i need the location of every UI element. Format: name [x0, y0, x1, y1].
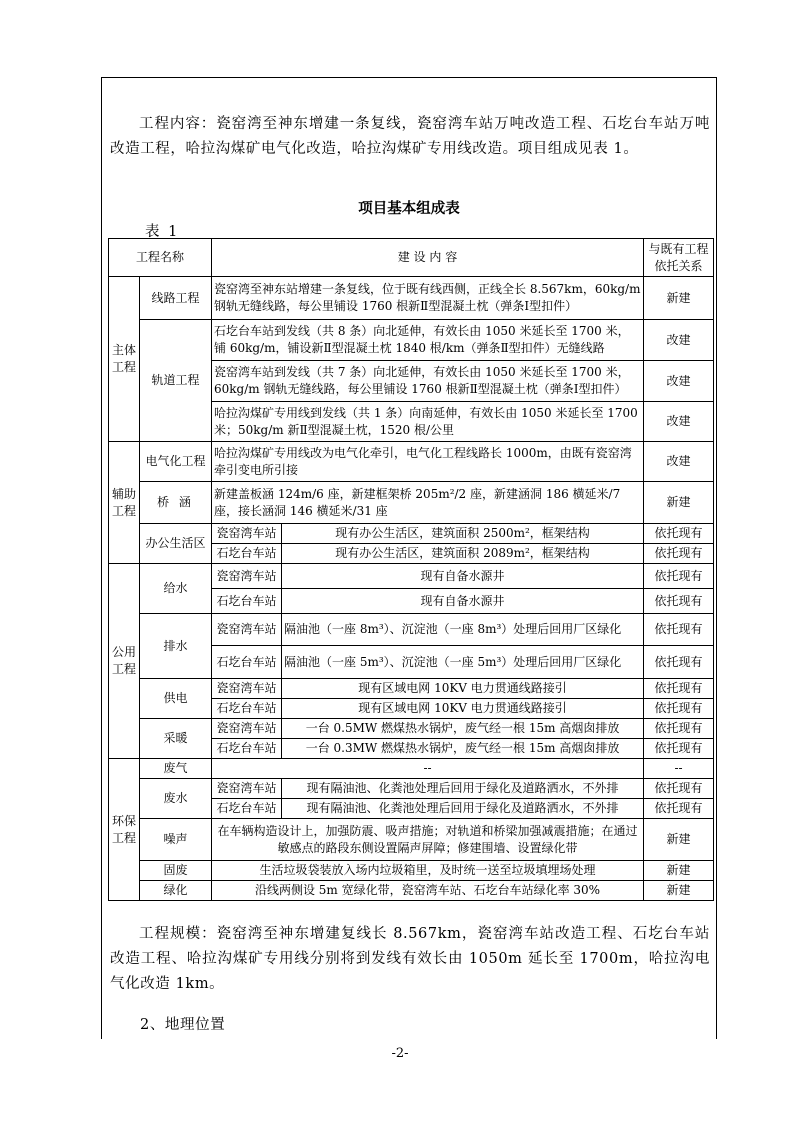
- row-content: 现有办公生活区，建筑面积 2089m²，框架结构: [282, 544, 644, 564]
- row-relation: 依托现有: [644, 614, 714, 646]
- row-relation: 依托现有: [644, 779, 714, 799]
- group-public: 公用工程: [109, 564, 140, 759]
- table-row: [109, 719, 714, 739]
- table-row: [109, 442, 714, 482]
- group-aux: 辅助工程: [109, 442, 140, 564]
- row-name: 固废: [140, 861, 212, 881]
- row-relation: 新建: [644, 482, 714, 524]
- table-row: [109, 564, 714, 589]
- table-number: 表 1: [145, 224, 180, 240]
- row-relation: --: [644, 759, 714, 779]
- row-station: 石圪台车站: [212, 799, 282, 819]
- row-name: 办公生活区: [140, 524, 212, 564]
- row-relation: 新建: [644, 819, 714, 861]
- group-main: 主体工程: [109, 277, 140, 442]
- row-name: 绿化: [140, 881, 212, 901]
- header-relation: 与既有工程依托关系: [644, 239, 714, 277]
- table-row: [109, 524, 714, 544]
- row-content: 瓷窑湾至神东站增建一条复线，位于既有线西侧，正线全长 8.567km，60kg/m 钢轨无缝线路，每公里铺设 1760 根新Ⅱ型混凝土枕（弹条Ⅰ型扣件）: [212, 277, 644, 320]
- row-content: 一台 0.3MW 燃煤热水锅炉，废气经一根 15m 高烟囱排放: [282, 739, 644, 759]
- row-content: 新建盖板涵 124m/6 座，新建框架桥 205m²/2 座，新建涵洞 186 横延米/7 座，接长涵洞 146 横延米/31 座: [212, 482, 644, 524]
- header-content: 建 设 内 容: [212, 239, 644, 277]
- row-name: 线路工程: [140, 277, 212, 320]
- row-relation: 改建: [644, 361, 714, 402]
- composition-table: [108, 238, 714, 901]
- row-content: 现有办公生活区，建筑面积 2500m²，框架结构: [282, 524, 644, 544]
- row-content: 在车辆构造设计上，加强防震、吸声措施；对轨道和桥梁加强减震措施；在通过敏感点的路段东侧设置隔声屏障；修建围墙、设置绿化带: [212, 819, 644, 861]
- row-name: 给水: [140, 564, 212, 614]
- row-relation: 改建: [644, 442, 714, 482]
- header-name: 工程名称: [109, 239, 212, 277]
- row-name: 轨道工程: [140, 320, 212, 442]
- row-content: 现有隔油池、化粪池处理后回用于绿化及道路洒水，不外排: [282, 799, 644, 819]
- table-title: 项目基本组成表: [358, 201, 460, 217]
- table-row: [109, 320, 714, 361]
- row-station: 石圪台车站: [212, 589, 282, 614]
- row-content: 隔油池（一座 8m³）、沉淀池（一座 8m³）处理后回用厂区绿化: [282, 614, 644, 646]
- row-station: 瓷窑湾车站: [212, 679, 282, 699]
- row-relation: 改建: [644, 402, 714, 442]
- row-station: 瓷窑湾车站: [212, 614, 282, 646]
- row-content: 沿线两侧设 5m 宽绿化带，瓷窑湾车站、石圪台车站绿化率 30%: [212, 881, 644, 901]
- group-env: 环保工程: [109, 759, 140, 901]
- table-row: [109, 881, 714, 901]
- row-name: 废气: [140, 759, 212, 779]
- row-content: --: [212, 759, 644, 779]
- row-relation: 依托现有: [644, 564, 714, 589]
- row-station: 石圪台车站: [212, 699, 282, 719]
- table-row: [109, 679, 714, 699]
- table-header-row: [109, 239, 714, 277]
- row-relation: 依托现有: [644, 699, 714, 719]
- row-content: 瓷窑湾车站到发线（共 7 条）向北延伸，有效长由 1050 米延长至 1700 米，60kg/m 钢轨无缝线路，每公里铺设 1760 根新Ⅱ型混凝土枕（弹条Ⅰ型扣件）: [212, 361, 644, 402]
- row-content: 哈拉沟煤矿专用线到发线（共 1 条）向南延伸，有效长由 1050 米延长至 1700 米；50kg/m 新Ⅱ型混凝土枕，1520 根/公里: [212, 402, 644, 442]
- section-heading: 2、地理位置: [140, 1017, 226, 1033]
- row-name: 电气化工程: [140, 442, 212, 482]
- table-row: [109, 277, 714, 320]
- row-content: 现有自备水源井: [282, 589, 644, 614]
- row-content: 生活垃圾袋装放入场内垃圾箱里，及时统一送至垃圾填埋场处理: [212, 861, 644, 881]
- row-name: 桥 涵: [140, 482, 212, 524]
- row-relation: 新建: [644, 881, 714, 901]
- row-content: 现有区域电网 10KV 电力贯通线路接引: [282, 699, 644, 719]
- row-relation: 新建: [644, 861, 714, 881]
- row-station: 瓷窑湾车站: [212, 719, 282, 739]
- row-content: 石圪台车站到发线（共 8 条）向北延伸，有效长由 1050 米延长至 1700 米，铺 60kg/m，铺设新Ⅱ型混凝土枕 1840 根/km（弹条Ⅱ型扣件）无缝线路: [212, 320, 644, 361]
- row-content: 现有区域电网 10KV 电力贯通线路接引: [282, 679, 644, 699]
- row-content: 现有隔油池、化粪池处理后回用于绿化及道路洒水，不外排: [282, 779, 644, 799]
- row-relation: 依托现有: [644, 544, 714, 564]
- table-row: [109, 614, 714, 646]
- row-relation: 依托现有: [644, 679, 714, 699]
- row-content: 哈拉沟煤矿专用线改为电气化牵引，电气化工程线路长 1000m，由既有瓷窑湾牵引变电所引接: [212, 442, 644, 482]
- table-row: [109, 861, 714, 881]
- row-relation: 依托现有: [644, 524, 714, 544]
- table-row: [109, 759, 714, 779]
- table-row: [109, 819, 714, 861]
- row-relation: 依托现有: [644, 589, 714, 614]
- row-relation: 新建: [644, 277, 714, 320]
- row-name: 排水: [140, 614, 212, 679]
- scale-paragraph: 工程规模：瓷窑湾至神东增建复线长 8.567km，瓷窑湾车站改造工程、石圪台车站改造工程、哈拉沟煤矿专用线分别将到发线有效长由 1050m 延长至 1700m，哈拉沟电气化改造 1km。: [110, 926, 710, 992]
- row-relation: 依托现有: [644, 739, 714, 759]
- row-station: 瓷窑湾车站: [212, 564, 282, 589]
- row-content: 现有自备水源井: [282, 564, 644, 589]
- intro-paragraph: 工程内容：瓷窑湾至神东增建一条复线，瓷窑湾车站万吨改造工程、石圪台车站万吨改造工程，哈拉沟煤矿电气化改造，哈拉沟煤矿专用线改造。项目组成见表 1。: [110, 116, 710, 157]
- row-content: 一台 0.5MW 燃煤热水锅炉，废气经一根 15m 高烟囱排放: [282, 719, 644, 739]
- row-relation: 依托现有: [644, 799, 714, 819]
- row-name: 采暖: [140, 719, 212, 759]
- table-row: [109, 482, 714, 524]
- row-name: 废水: [140, 779, 212, 819]
- row-station: 石圪台车站: [212, 544, 282, 564]
- row-relation: 依托现有: [644, 719, 714, 739]
- row-station: 石圪台车站: [212, 739, 282, 759]
- page-number: -2-: [391, 1046, 409, 1061]
- row-station: 石圪台车站: [212, 646, 282, 679]
- row-name: 供电: [140, 679, 212, 719]
- row-content: 隔油池（一座 5m³）、沉淀池（一座 5m³）处理后回用厂区绿化: [282, 646, 644, 679]
- row-relation: 改建: [644, 320, 714, 361]
- row-station: 瓷窑湾车站: [212, 779, 282, 799]
- row-station: 瓷窑湾车站: [212, 524, 282, 544]
- table-row: [109, 779, 714, 799]
- row-name: 噪声: [140, 819, 212, 861]
- row-relation: 依托现有: [644, 646, 714, 679]
